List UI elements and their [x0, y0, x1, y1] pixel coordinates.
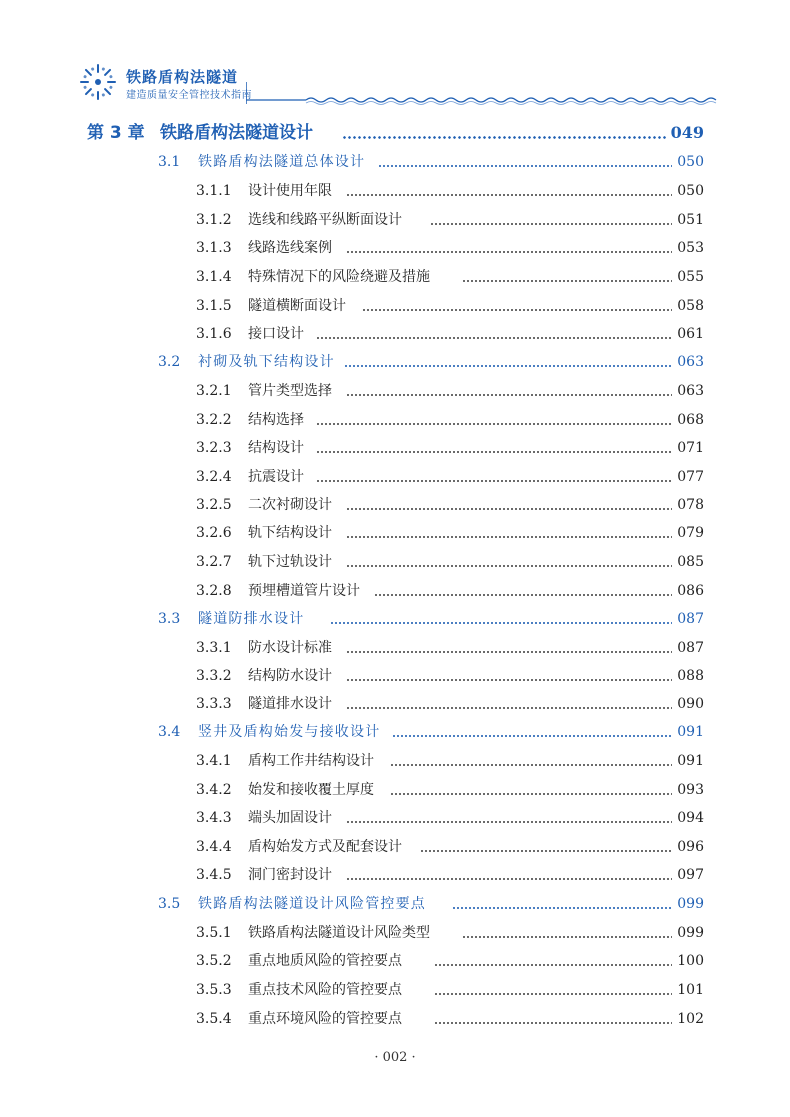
toc-item-3-4-3[interactable] — [0, 807, 790, 829]
item-page: 086 — [677, 583, 704, 599]
item-number: 3.1.1 — [196, 183, 232, 199]
item-number: 3.4.1 — [196, 753, 232, 769]
item-title: 隧道排水设计 — [248, 696, 332, 712]
dot-leader — [316, 466, 672, 488]
toc-item-3-2-2[interactable] — [0, 409, 790, 431]
item-page: 088 — [677, 668, 704, 684]
item-number: 3.3.1 — [196, 640, 232, 656]
item-page: 094 — [677, 810, 704, 826]
item-page: 096 — [677, 839, 704, 855]
toc-item-3-1-6[interactable] — [0, 323, 790, 345]
dot-leader — [344, 351, 672, 373]
item-title: 管片类型选择 — [248, 383, 332, 399]
section-page: 063 — [677, 354, 704, 370]
section-page: 050 — [677, 154, 704, 170]
item-page: 053 — [677, 240, 704, 256]
item-page: 085 — [677, 554, 704, 570]
item-number: 3.4.3 — [196, 810, 232, 826]
toc-item-3-2-6[interactable] — [0, 522, 790, 544]
dot-leader — [430, 209, 672, 231]
toc-item-3-1-4[interactable] — [0, 266, 790, 288]
chapter-title: 铁路盾构法隧道设计 — [160, 123, 313, 143]
item-title: 洞门密封设计 — [248, 867, 332, 883]
item-title: 重点环境风险的管控要点 — [248, 1011, 402, 1027]
item-title: 线路选线案例 — [248, 240, 332, 256]
section-number: 3.1 — [158, 154, 181, 170]
dot-leader — [462, 266, 672, 288]
dot-leader — [390, 779, 672, 801]
book-subtitle: 建造质量安全管控技术指南 — [126, 90, 252, 101]
item-title: 结构设计 — [248, 440, 304, 456]
toc-item-3-4-1[interactable] — [0, 750, 790, 772]
dot-leader — [374, 580, 672, 602]
item-number: 3.1.5 — [196, 298, 232, 314]
item-title: 盾构工作井结构设计 — [248, 753, 374, 769]
item-title: 预埋槽道管片设计 — [248, 583, 360, 599]
section-number: 3.5 — [158, 896, 181, 912]
chapter-number: 第 3 章 — [87, 123, 145, 143]
item-number: 3.4.4 — [196, 839, 232, 855]
item-page: 051 — [677, 212, 704, 228]
item-title: 轨下结构设计 — [248, 525, 332, 541]
toc-item-3-2-1[interactable] — [0, 380, 790, 402]
page-number: · 002 · — [374, 1050, 416, 1065]
dot-leader — [452, 893, 672, 915]
dot-leader — [346, 807, 672, 829]
dot-leader — [420, 836, 672, 858]
dot-leader — [346, 494, 672, 516]
toc-item-3-1-1[interactable] — [0, 180, 790, 202]
toc-item-3-2-5[interactable] — [0, 494, 790, 516]
dot-leader — [316, 323, 672, 345]
item-title: 设计使用年限 — [248, 183, 332, 199]
toc-item-3-1-2[interactable] — [0, 209, 790, 231]
toc-item-3-2-4[interactable] — [0, 466, 790, 488]
book-title: 铁路盾构法隧道 — [126, 68, 239, 86]
item-title: 防水设计标准 — [248, 640, 332, 656]
item-title: 二次衬砌设计 — [248, 497, 332, 513]
item-title: 始发和接收覆土厚度 — [248, 782, 374, 798]
item-number: 3.2.6 — [196, 525, 232, 541]
dot-leader — [346, 693, 672, 715]
dot-leader — [392, 721, 672, 743]
dot-leader — [346, 522, 672, 544]
dot-leader — [462, 922, 672, 944]
section-page: 087 — [677, 611, 704, 627]
dot-leader — [316, 437, 672, 459]
section-title: 铁路盾构法隧道设计风险管控要点 — [198, 896, 426, 912]
dot-leader — [434, 979, 672, 1001]
dot-leader — [378, 151, 672, 173]
dot-leader — [342, 122, 666, 144]
section-title: 竖井及盾构始发与接收设计 — [198, 724, 381, 740]
section-title: 隧道防排水设计 — [198, 611, 305, 627]
item-number: 3.5.2 — [196, 953, 232, 969]
item-title: 接口设计 — [248, 326, 304, 342]
section-title: 衬砌及轨下结构设计 — [198, 354, 335, 370]
item-title: 选线和线路平纵断面设计 — [248, 212, 402, 228]
toc-item-3-4-5[interactable] — [0, 864, 790, 886]
item-number: 3.5.4 — [196, 1011, 232, 1027]
item-page: 102 — [677, 1011, 704, 1027]
item-number: 3.2.4 — [196, 469, 232, 485]
item-page: 050 — [677, 183, 704, 199]
toc-item-3-1-5[interactable] — [0, 295, 790, 317]
item-page: 091 — [677, 753, 704, 769]
dot-leader — [316, 409, 672, 431]
toc-section-3-3[interactable] — [0, 608, 790, 630]
dot-leader — [346, 665, 672, 687]
item-title: 轨下过轨设计 — [248, 554, 332, 570]
item-number: 3.2.3 — [196, 440, 232, 456]
toc-section-3-5[interactable] — [0, 893, 790, 915]
dot-leader — [346, 237, 672, 259]
item-page: 101 — [677, 982, 704, 998]
item-page: 077 — [677, 469, 704, 485]
dot-leader — [346, 180, 672, 202]
dot-leader — [330, 608, 672, 630]
item-number: 3.2.2 — [196, 412, 232, 428]
toc-item-3-3-1[interactable] — [0, 637, 790, 659]
dot-leader — [346, 551, 672, 573]
item-page: 097 — [677, 867, 704, 883]
item-title: 铁路盾构法隧道设计风险类型 — [248, 925, 430, 941]
item-number: 3.1.3 — [196, 240, 232, 256]
section-number: 3.3 — [158, 611, 181, 627]
item-number: 3.3.3 — [196, 696, 232, 712]
item-number: 3.1.4 — [196, 269, 232, 285]
item-page: 100 — [677, 953, 704, 969]
item-title: 重点技术风险的管控要点 — [248, 982, 402, 998]
dot-leader — [346, 864, 672, 886]
item-page: 058 — [677, 298, 704, 314]
item-title: 重点地质风险的管控要点 — [248, 953, 402, 969]
item-page: 068 — [677, 412, 704, 428]
item-number: 3.1.6 — [196, 326, 232, 342]
item-page: 079 — [677, 525, 704, 541]
toc-item-3-2-3[interactable] — [0, 437, 790, 459]
toc-item-3-1-3[interactable] — [0, 237, 790, 259]
section-page: 099 — [677, 896, 704, 912]
section-number: 3.4 — [158, 724, 181, 740]
item-number: 3.3.2 — [196, 668, 232, 684]
item-page: 099 — [677, 925, 704, 941]
toc-item-3-2-7[interactable] — [0, 551, 790, 573]
toc-section-3-1[interactable] — [0, 151, 790, 173]
item-title: 盾构始发方式及配套设计 — [248, 839, 402, 855]
item-page: 055 — [677, 269, 704, 285]
toc-section-3-2[interactable] — [0, 351, 790, 373]
item-number: 3.1.2 — [196, 212, 232, 228]
toc-item-3-5-4[interactable] — [0, 1008, 790, 1030]
item-title: 结构防水设计 — [248, 668, 332, 684]
item-page: 063 — [677, 383, 704, 399]
item-page: 061 — [677, 326, 704, 342]
item-number: 3.2.8 — [196, 583, 232, 599]
dot-leader — [346, 637, 672, 659]
dot-leader — [346, 380, 672, 402]
toc-item-3-2-8[interactable] — [0, 580, 790, 602]
toc-item-3-5-1[interactable] — [0, 922, 790, 944]
item-title: 抗震设计 — [248, 469, 304, 485]
toc-item-3-4-4[interactable] — [0, 836, 790, 858]
section-title: 铁路盾构法隧道总体设计 — [198, 154, 366, 170]
section-number: 3.2 — [158, 354, 181, 370]
dot-leader — [390, 750, 672, 772]
toc-item-3-3-2[interactable] — [0, 665, 790, 687]
toc-chapter-3[interactable] — [0, 122, 790, 144]
section-page: 091 — [677, 724, 704, 740]
item-title: 隧道横断面设计 — [248, 298, 346, 314]
toc-section-3-4[interactable] — [0, 721, 790, 743]
dot-leader — [434, 950, 672, 972]
toc-item-3-3-3[interactable] — [0, 693, 790, 715]
item-number: 3.4.5 — [196, 867, 232, 883]
item-number: 3.2.7 — [196, 554, 232, 570]
chapter-page: 049 — [670, 123, 704, 142]
item-page: 078 — [677, 497, 704, 513]
item-title: 结构选择 — [248, 412, 304, 428]
item-number: 3.2.1 — [196, 383, 232, 399]
toc-item-3-5-3[interactable] — [0, 979, 790, 1001]
item-page: 093 — [677, 782, 704, 798]
item-page: 071 — [677, 440, 704, 456]
item-number: 3.2.5 — [196, 497, 232, 513]
item-title: 端头加固设计 — [248, 810, 332, 826]
item-page: 087 — [677, 640, 704, 656]
item-number: 3.5.3 — [196, 982, 232, 998]
item-page: 090 — [677, 696, 704, 712]
toc-item-3-5-2[interactable] — [0, 950, 790, 972]
dot-leader — [362, 295, 672, 317]
item-title: 特殊情况下的风险绕避及措施 — [248, 269, 430, 285]
toc-item-3-4-2[interactable] — [0, 779, 790, 801]
dot-leader — [434, 1008, 672, 1030]
item-number: 3.4.2 — [196, 782, 232, 798]
item-number: 3.5.1 — [196, 925, 232, 941]
